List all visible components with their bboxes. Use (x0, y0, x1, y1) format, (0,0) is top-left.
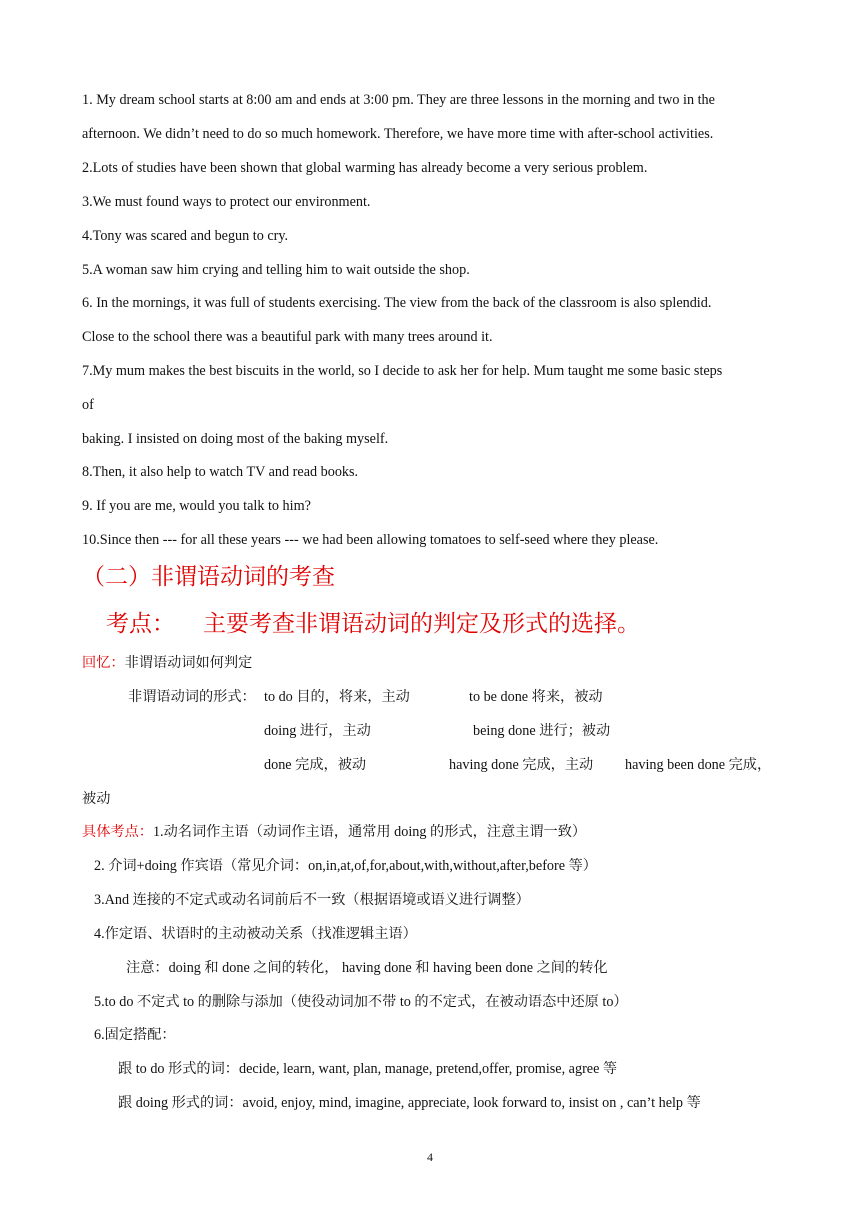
specific-text: 1.动名词作主语（动词作主语，通常用 doing 的形式，注意主谓一致） (152, 824, 587, 840)
specific-point-4: 4.作定语、状语时的主动被动关系（找准逻辑主语） (94, 926, 417, 942)
sentence-line: 9. If you are me, would you talk to him? (82, 498, 311, 514)
sentence-line: 2.Lots of studies have been shown that global warming has already become a very serious problem. (82, 160, 648, 176)
recall-line (82, 654, 252, 672)
form-to-do: to do 目的，将来，主动 (264, 689, 410, 705)
specific-label: 具体考点： (82, 824, 153, 840)
sentence-line: 4.Tony was scared and begun to cry. (82, 228, 289, 244)
section-title: （二）非谓语动词的考查 (82, 564, 335, 590)
kaodian-heading (106, 610, 640, 638)
form-doing: doing 进行，主动 (264, 723, 371, 739)
form-being-done: being done 进行；被动 (473, 723, 611, 739)
specific-point-2: 2. 介词+doing 作宾语（常见介词：on,in,at,of,for,about,with,without,after,before 等） (94, 858, 597, 874)
specific-point-5: 5.to do 不定式 to 的删除与添加（使役动词加不带 to 的不定式，在被动语态中还原 to） (94, 994, 628, 1010)
form-done: done 完成，被动 (264, 757, 367, 773)
form-having-done: having done 完成，主动 (449, 757, 594, 773)
sentence-line: 3.We must found ways to protect our environment. (82, 194, 371, 210)
sentence-line: 1. My dream school starts at 8:00 am and ends at 3:00 pm. They are three lessons in the morning and two in the (82, 92, 715, 108)
recall-label: 回忆： (82, 655, 125, 671)
form-to-be-done: to be done 将来，被动 (469, 689, 603, 705)
page-number: 4 (427, 1150, 433, 1164)
specific-point-3: 3.And 连接的不定式或动名词前后不一致（根据语境或语义进行调整） (94, 892, 530, 908)
forms-intro: 非谓语动词的形式： (128, 689, 256, 705)
sentence-line: of (82, 397, 94, 413)
doing-verbs: 跟 doing 形式的词：avoid, enjoy, mind, imagine, appreciate, look forward to, insist on , can’t help 等 (118, 1095, 701, 1111)
specific-point-6: 6.固定搭配： (94, 1027, 176, 1043)
kaodian-text: 主要考查非谓语动词的判定及形式的选择。 (203, 611, 640, 637)
sentence-line: 7.My mum makes the best biscuits in the world, so I decide to ask her for help. Mum taught me some basic steps (82, 363, 723, 379)
to-do-verbs: 跟 to do 形式的词：decide, learn, want, plan, manage, pretend,offer, promise, agree 等 (118, 1061, 618, 1077)
specific-point-1 (82, 823, 586, 841)
kaodian-label: 考点： (106, 611, 175, 637)
sentence-line: afternoon. We didn’t need to do so much homework. Therefore, we have more time with after-school activities. (82, 126, 714, 142)
sentence-line: 10.Since then --- for all these years --- we had been allowing tomatoes to self-seed where they please. (82, 532, 659, 548)
sentence-line: 5.A woman saw him crying and telling him to wait outside the shop. (82, 262, 470, 278)
form-having-been-done: having been done 完成， (625, 757, 772, 773)
sentence-line: 6. In the mornings, it was full of students exercising. The view from the back of the classroom is also splendid. (82, 295, 712, 311)
recall-text: 非谓语动词如何判定 (124, 655, 253, 671)
specific-note: 注意：doing 和 done 之间的转化， having done 和 having been done 之间的转化 (126, 960, 608, 976)
sentence-line: Close to the school there was a beautiful park with many trees around it. (82, 329, 493, 345)
forms-wrap: 被动 (82, 791, 111, 807)
sentence-line: 8.Then, it also help to watch TV and read books. (82, 464, 359, 480)
sentence-line: baking. I insisted on doing most of the baking myself. (82, 431, 389, 447)
